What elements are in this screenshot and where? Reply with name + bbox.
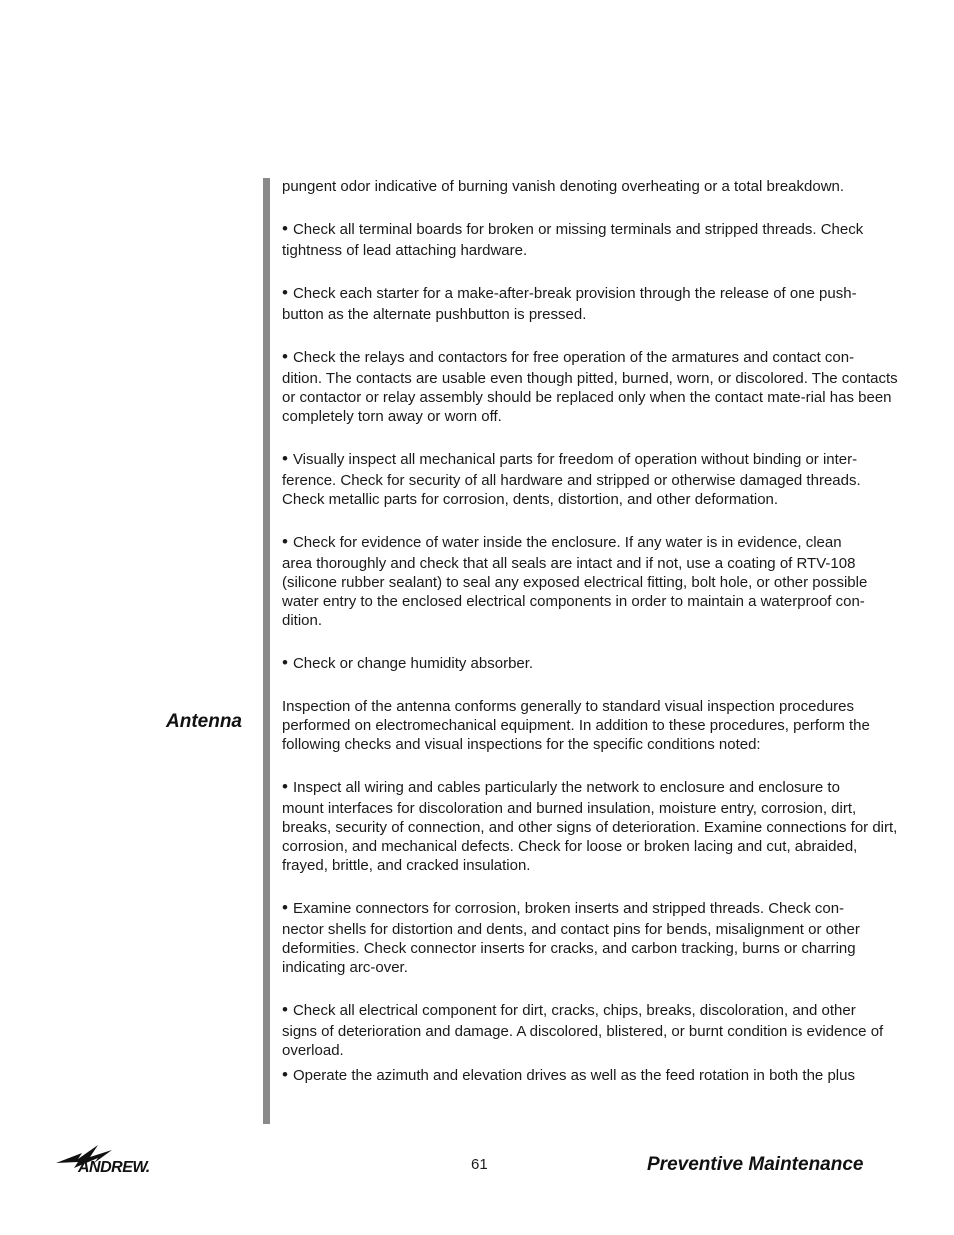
- footer-section-title: Preventive Maintenance: [647, 1154, 864, 1175]
- bullet-icon: •: [282, 347, 288, 366]
- bullet-icon: •: [282, 898, 288, 917]
- bullet-text-first: Check all electrical component for dirt, cracks, chips, breaks, discoloration, and other: [292, 1002, 856, 1019]
- bullet-icon: •: [282, 1000, 288, 1019]
- bullet-item: [282, 897, 898, 977]
- bullet-text-rest: ference. Check for security of all hardware and stripped or otherwise damaged threads. Check metallic parts for corrosion, dents, distortion, and other deformation.: [282, 472, 861, 508]
- bullet-text-first: Check all terminal boards for broken or missing terminals and stripped threads. Check: [292, 221, 864, 238]
- margin-rule: [263, 178, 270, 1124]
- bullet-text-rest: mount interfaces for discoloration and burned insulation, moisture entry, corrosion, dirt, breaks, security of connection, and other signs of deterioration. Examine connections for dirt, corrosion, and mechanical defects. Check for loose or broken lacing and cut, abraided, frayed, brittle, and cracked insulation.: [282, 800, 898, 874]
- logo-text: ANDREW.: [78, 1159, 150, 1176]
- section-heading-antenna: Antenna: [166, 711, 242, 732]
- andrew-logo: [54, 1141, 172, 1177]
- bullet-icon: •: [282, 1065, 288, 1084]
- paragraph: [282, 177, 898, 196]
- bullet-text-first: Visually inspect all mechanical parts for freedom of operation without binding or inter-: [292, 451, 858, 468]
- bullet-text-first: Inspect all wiring and cables particularly the network to enclosure and enclosure to: [292, 779, 840, 796]
- bullet-icon: •: [282, 653, 288, 672]
- bullet-text-rest: signs of deterioration and damage. A discolored, blistered, or burnt condition is evidence of overload.: [282, 1023, 884, 1059]
- paragraph-text-rest: performed on electromechanical equipment. In addition to these procedures, perform the following checks and visual inspections for the specific conditions noted:: [282, 717, 870, 753]
- bullet-item: [282, 531, 898, 630]
- bullet-text-first: Check the relays and contactors for free operation of the armatures and contact con-: [292, 349, 855, 366]
- bullet-text-first: Check for evidence of water inside the enclosure. If any water is in evidence, clean: [292, 534, 842, 551]
- bullet-text-rest: tightness of lead attaching hardware.: [282, 242, 528, 259]
- bullet-text-rest: button as the alternate pushbutton is pressed.: [282, 306, 587, 323]
- bullet-text-rest: area thoroughly and check that all seals are intact and if not, use a coating of RTV-108 (silicone rubber sealant) to seal any exposed electrical fitting, bolt hole, or other possible water entry to the enclosed electrical components in order to maintain a waterproof con-dition.: [282, 555, 868, 629]
- bullet-item: [282, 346, 898, 426]
- paragraph-text-first: Inspection of the antenna conforms generally to standard visual inspection procedures: [282, 698, 855, 715]
- bullet-text-rest: dition. The contacts are usable even though pitted, burned, worn, or discolored. The contacts or contactor or relay assembly should be replaced only when the contact mate-rial has been completely torn away or worn off.: [282, 370, 898, 425]
- bullet-item: [282, 776, 898, 875]
- bullet-item: [282, 448, 898, 509]
- bullet-text-rest: nector shells for distortion and dents, and contact pins for bends, misalignment or other deformities. Check connector inserts for cracks, and carbon tracking, burns or charring indicating arc-over.: [282, 921, 860, 976]
- page-number: 61: [471, 1156, 488, 1173]
- bullet-item: [282, 218, 898, 260]
- bullet-icon: •: [282, 283, 288, 302]
- paragraph: [282, 697, 898, 754]
- bullet-icon: •: [282, 532, 288, 551]
- bullet-icon: •: [282, 449, 288, 468]
- bullet-item: [282, 1064, 898, 1087]
- bullet-item: [282, 652, 898, 675]
- bullet-text-first: Check each starter for a make-after-break provision through the release of one push-: [292, 285, 857, 302]
- bullet-text-first: Examine connectors for corrosion, broken inserts and stripped threads. Check con-: [292, 900, 845, 917]
- body-text: [282, 177, 898, 1109]
- bullet-item: [282, 282, 898, 324]
- paragraph-text: pungent odor indicative of burning vanish denoting overheating or a total breakdown.: [282, 178, 845, 195]
- bullet-text-first: Operate the azimuth and elevation drives as well as the feed rotation in both the plus: [292, 1067, 855, 1084]
- bullet-text-first: Check or change humidity absorber.: [292, 655, 534, 672]
- bullet-icon: •: [282, 219, 288, 238]
- bullet-icon: •: [282, 777, 288, 796]
- bullet-item: [282, 999, 898, 1060]
